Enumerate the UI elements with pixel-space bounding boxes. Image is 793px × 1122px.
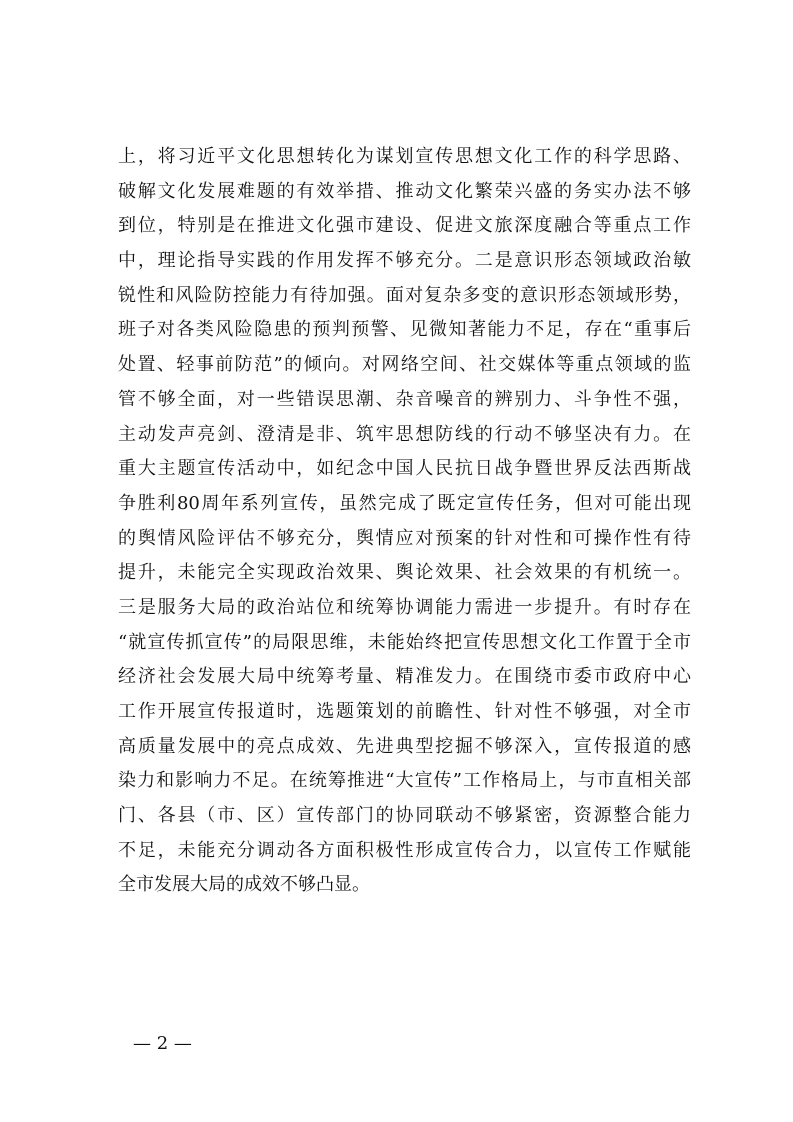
text-line-last: 全市发展大局的成效不够凸显。 <box>118 874 370 896</box>
text-line: “就宣传抓宣传”的局限思维，未能始终把宣传思想文化工作置于全市 <box>118 631 691 653</box>
text-line: 三是服务大局的政治站位和统筹协调能力需进一步提升。有时存在 <box>118 596 691 618</box>
text-line: 经济社会发展大局中统筹考量、精准发力。在围绕市委市政府中心 <box>118 666 691 688</box>
text-line: 提升，未能完全实现政治效果、舆论效果、社会效果的有机统一。 <box>118 562 691 584</box>
text-line: 高质量发展中的亮点成效、先进典型挖掘不够深入，宣传报道的感 <box>118 735 691 757</box>
text-line: 锐性和风险防控能力有待加强。面对复杂多变的意识形态领域形势， <box>118 284 691 306</box>
text-line: 破解文化发展难题的有效举措、推动文化繁荣兴盛的务实办法不够 <box>118 180 691 202</box>
text-line: 争胜利80周年系列宣传，虽然完成了既定宣传任务，但对可能出现 <box>118 492 691 514</box>
page-number: — 2 — <box>133 1033 192 1054</box>
text-line: 到位，特别是在推进文化强市建设、促进文旅深度融合等重点工作 <box>118 215 691 237</box>
document-body <box>118 140 691 903</box>
text-line: 中，理论指导实践的作用发挥不够充分。二是意识形态领域政治敏 <box>118 250 691 272</box>
text-line: 上，将习近平文化思想转化为谋划宣传思想文化工作的科学思路、 <box>118 146 691 167</box>
text-line: 不足，未能充分调动各方面积极性形成宣传合力，以宣传工作赋能 <box>118 839 691 861</box>
text-line: 门、各县（市、区）宣传部门的协同联动不够紧密，资源整合能力 <box>118 805 691 827</box>
text-line: 的舆情风险评估不够充分，舆情应对预案的针对性和可操作性有待 <box>118 527 691 549</box>
text-line: 重大主题宣传活动中，如纪念中国人民抗日战争暨世界反法西斯战 <box>118 458 691 480</box>
text-line: 工作开展宣传报道时，选题策划的前瞻性、针对性不够强，对全市 <box>118 701 691 722</box>
text-line: 管不够全面，对一些错误思潮、杂音噪音的辨别力、斗争性不强， <box>118 388 691 410</box>
text-line: 班子对各类风险隐患的预判预警、见微知著能力不足，存在“重事后 <box>118 319 691 341</box>
text-line: 处置、轻事前防范”的倾向。对网络空间、社交媒体等重点领域的监 <box>118 354 691 376</box>
text-line: 主动发声亮剑、澄清是非、筑牢思想防线的行动不够坚决有力。在 <box>118 423 691 445</box>
text-line: 染力和影响力不足。在统筹推进“大宣传”工作格局上，与市直相关部 <box>118 770 691 792</box>
